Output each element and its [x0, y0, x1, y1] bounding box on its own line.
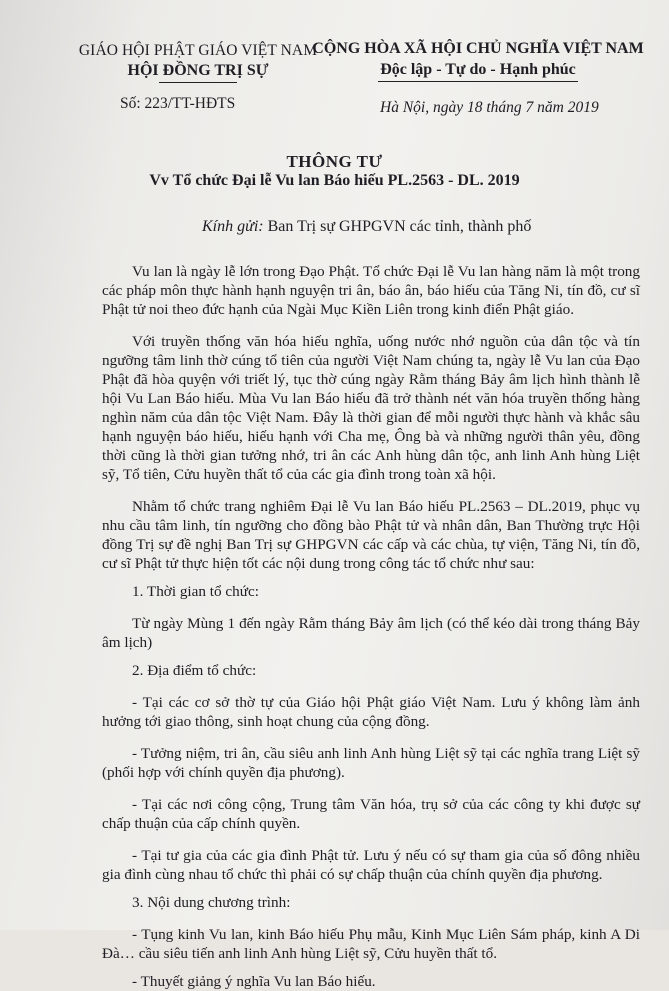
board-name: HỘI ĐỒNG TRỊ SỰ	[127, 62, 269, 79]
national-motto: Độc lập - Tự do - Hạnh phúc	[380, 61, 576, 78]
document-number: Số: 223/TT-HĐTS	[120, 95, 236, 112]
paragraph-tradition: Với truyền thống văn hóa hiếu nghĩa, uống nước nhớ nguồn của dân tộc và tín ngưỡng tâm linh thờ cúng tổ tiên của người Việt Nam chúng ta, ngày lễ Vu lan của Đạo Phật đã hòa quyện với triết lý, tục thờ cúng ngày Rằm tháng Bảy âm lịch hình thành lễ hội Vu Lan Báo hiếu. Mùa Vu lan Báo hiếu đã trở thành nét văn hóa truyền thống hàng nghìn năm của dân tộc Việt Nam. Đây là thời gian để mỗi người thực hành và khắc sâu hạnh nguyện báo hiếu, hiếu hạnh với Cha mẹ, Ông bà và những người thân yêu, đồng thời cũng là thời gian tưởng nhớ, tri ân các Anh hùng dân tộc, anh linh Anh hùng Liệt sỹ, Tổ tiên, Cửu huyền thất tổ của các gia đình trong toàn xã hội.	[102, 333, 640, 483]
motto-underline	[378, 81, 578, 82]
section-heading-time: 1. Thời gian tổ chức:	[132, 583, 259, 600]
document-body	[102, 262, 640, 991]
national-motto-block	[308, 40, 648, 82]
document-subtitle: Vv Tổ chức Đại lễ Vu lan Báo hiếu PL.2563 - DL. 2019	[149, 172, 520, 189]
issuer-underline	[159, 82, 237, 83]
paragraph-intro: Vu lan là ngày lễ lớn trong Đạo Phật. Tổ chức Đại lễ Vu lan hàng năm là một trong các pháp môn thực hành hạnh nguyện tri ân, báo ân, báo hiếu của Tăng Ni, tín đồ, cư sĩ Phật tử noi theo đức hạnh của Ngài Mục Kiền Liên trong kinh điển Phật giáo.	[102, 263, 640, 318]
paragraph-time: Từ ngày Mùng 1 đến ngày Rằm tháng Bảy âm lịch (có thể kéo dài trong tháng Bảy âm lịch)	[102, 615, 640, 651]
recipient-value: Ban Trị sự GHPGVN các tỉnh, thành phố	[267, 218, 532, 235]
place-date: Hà Nội, ngày 18 tháng 7 năm 2019	[380, 99, 599, 116]
issuer-block	[78, 42, 318, 83]
recipient-label: Kính gửi:	[202, 218, 264, 235]
section-heading-location: 2. Địa điểm tổ chức:	[132, 662, 257, 679]
document-title: THÔNG TƯ	[286, 152, 383, 171]
paragraph-request: Nhằm tổ chức trang nghiêm Đại lễ Vu lan Báo hiếu PL.2563 – DL.2019, phục vụ nhu cầu tâm linh, tín ngưỡng cho đồng bào Phật tử và nhân dân, Ban Thường trực Hội đồng Trị sự đề nghị Ban Trị sự GHPGVN các cấp và các chùa, tự viện, Tăng Ni, tín đồ, cư sĩ Phật tử thực hiện tốt các nội dung trong công tác tổ chức như sau:	[102, 498, 640, 572]
list-item: - Thuyết giảng ý nghĩa Vu lan Báo hiếu.	[132, 973, 376, 990]
nation-name: CỘNG HÒA XÃ HỘI CHỦ NGHĨA VIỆT NAM	[312, 40, 644, 57]
list-item: - Tưởng niệm, tri ân, cầu siêu anh linh Anh hùng Liệt sỹ tại các nghĩa trang Liệt sỹ (phối hợp với chính quyền địa phương).	[102, 745, 640, 781]
list-item: - Tại các cơ sở thờ tự của Giáo hội Phật giáo Việt Nam. Lưu ý không làm ảnh hưởng tới giao thông, sinh hoạt chung của cộng đồng.	[102, 694, 640, 730]
recipient-line	[202, 218, 531, 236]
section-heading-program: 3. Nội dung chương trình:	[132, 894, 291, 911]
list-item: - Tại tư gia của các gia đình Phật tử. Lưu ý nếu có sự tham gia của số đông nhiều gia đình cùng nhau tổ chức thì phải có sự chấp thuận của chính quyền địa phương.	[102, 847, 640, 883]
list-item: - Tụng kinh Vu lan, kinh Báo hiếu Phụ mẫu, Kinh Mục Liên Sám pháp, kinh A Di Đà… cầu siêu tiến anh linh Anh hùng Liệt sỹ, Cửu huyền thất tổ.	[102, 926, 640, 962]
list-item: - Tại các nơi công cộng, Trung tâm Văn hóa, trụ sở của các công ty khi được sự chấp thuận của cấp chính quyền.	[102, 796, 640, 832]
organization-name: GIÁO HỘI PHẬT GIÁO VIỆT NAM	[78, 42, 318, 59]
